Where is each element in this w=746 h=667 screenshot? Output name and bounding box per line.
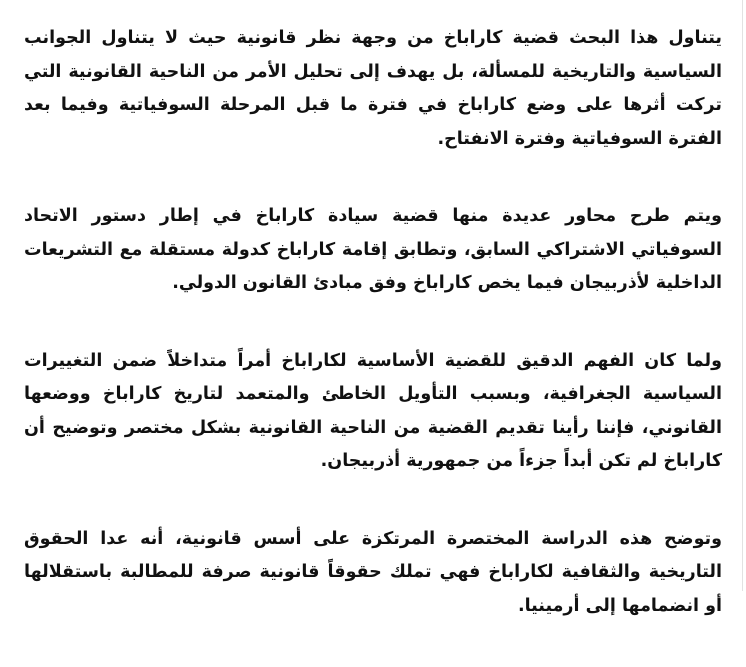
paragraph-4: وتوضح هذه الدراسة المختصرة المرتكزة على أسس قانونية، أنه عدا الحقوق التاريخية والثقافية لكاراباخ فهي تملك حقوقاً قانونية صرفة للمطالبة باستقلالها أو انضمامها إلى أرمينيا. xyxy=(24,528,722,616)
document-body xyxy=(24,22,722,667)
paragraph-3: ولما كان الفهم الدقيق للقضية الأساسية لكاراباخ أمراً متداخلاً ضمن التغييرات السياسية الجغرافية، وبسبب التأويل الخاطئ والمتعمد لتاريخ كاراباخ ووضعها القانوني، فإننا رأينا تقديم القضية من الناحية القانونية بشكل مختصر وتوضيح أن كاراباخ لم تكن أبداً جزءاً من جمهورية أذربيجان. xyxy=(24,350,722,471)
page-edge-line xyxy=(742,0,743,591)
paragraph-1: يتناول هذا البحث قضية كاراباخ من وجهة نظر قانونية حيث لا يتناول الجوانب السياسية والتاريخية للمسألة، بل يهدف إلى تحليل الأمر من الناحية القانونية التي تركت أثرها على وضع كاراباخ في فترة ما قبل المرحلة السوفياتية وفيما بعد الفترة السوفياتية وفترة الانفتاح. xyxy=(24,28,722,149)
paragraph-2: ويتم طرح محاور عديدة منها قضية سيادة كاراباخ في إطار دستور الاتحاد السوفياتي الاشتراكي السابق، وتطابق إقامة كاراباخ كدولة مستقلة مع التشريعات الداخلية لأذربيجان فيما يخص كاراباخ وفق مبادئ القانون الدولي. xyxy=(24,206,722,293)
